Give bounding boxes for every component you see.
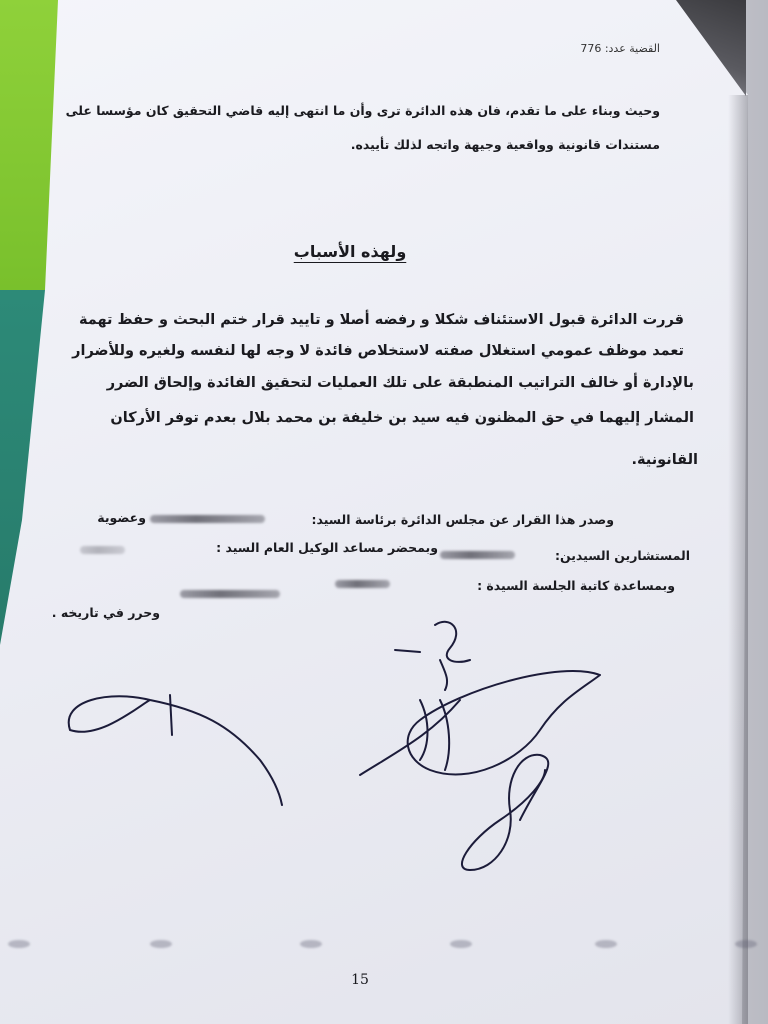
ruling-line-2: تعمد موظف عمومي استغلال صفته لاستخلاص فائدة لا وجه لها لنفسه ولغيره وللأضرار bbox=[72, 343, 684, 359]
punch-hole bbox=[8, 940, 30, 948]
punch-hole bbox=[300, 940, 322, 948]
composition-line-1: وصدر هذا القرار عن مجلس الدائرة برئاسة السيد: bbox=[311, 512, 614, 527]
page-number: 15 bbox=[351, 972, 369, 988]
redaction-mark bbox=[150, 515, 265, 523]
punch-hole bbox=[595, 940, 617, 948]
ruling-line-1: قررت الدائرة قبول الاستئناف شكلا و رفضه أصلا و تاييد قرار ختم البحث و حفظ تهمة bbox=[78, 312, 684, 328]
punch-hole bbox=[450, 940, 472, 948]
redaction-mark bbox=[440, 551, 515, 559]
redaction-mark bbox=[80, 546, 125, 554]
ruling-line-3: بالإدارة أو خالف التراتيب المنطبقة على تلك العمليات لتحقيق الفائدة وإلحاق الضرر bbox=[106, 375, 694, 391]
paragraph-1-line-1: وحيث وبناء على ما تقدم، فان هذه الدائرة ترى وأن ما انتهى إليه قاضي التحقيق كان مؤسسا على bbox=[65, 103, 660, 118]
punch-hole bbox=[735, 940, 757, 948]
composition-line-4: وحرر في تاريخه . bbox=[51, 605, 160, 620]
composition-line-1-end: وعضوية bbox=[97, 510, 146, 525]
composition-line-3: وبمساعدة كاتبة الجلسة السيدة : bbox=[477, 578, 675, 593]
composition-line-2-start: المستشارين السيدين: bbox=[554, 548, 690, 563]
case-number-label: القضية عدد: 776 bbox=[580, 42, 660, 55]
section-heading: ولهذه الأسباب bbox=[293, 242, 407, 261]
redaction-mark bbox=[180, 590, 280, 598]
redaction-mark bbox=[335, 580, 390, 588]
composition-line-2-end: وبمحضر مساعد الوكيل العام السيد : bbox=[216, 540, 438, 555]
page-edge-shadow bbox=[728, 95, 748, 1024]
punch-holes bbox=[0, 940, 768, 954]
paragraph-1-line-2: مستندات قانونية وواقعية وجيهة واتجه لذلك تأييده. bbox=[350, 137, 660, 152]
ruling-line-5: القانونية. bbox=[631, 452, 698, 468]
ruling-line-4: المشار إليهما في حق المظنون فيه سيد بن خليفة بن محمد بلال بعدم توفر الأركان bbox=[110, 410, 694, 426]
punch-hole bbox=[150, 940, 172, 948]
